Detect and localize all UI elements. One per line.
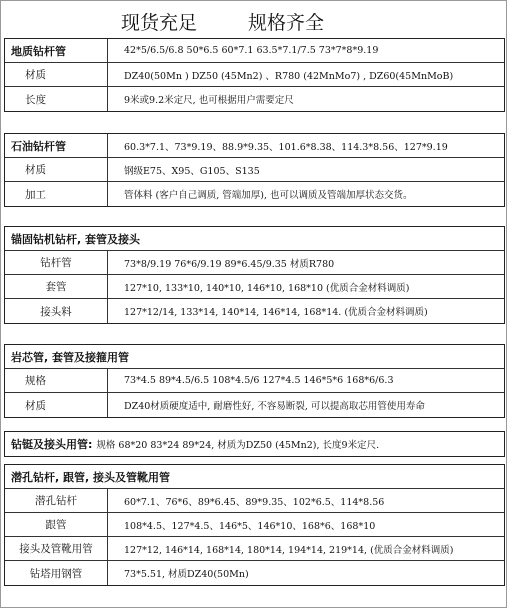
table-row bbox=[5, 275, 504, 299]
row-label: 跟管 bbox=[5, 513, 108, 536]
row-value: DZ40材质硬度适中, 耐磨性好, 不容易断裂, 可以提高取芯用管使用寿命 bbox=[124, 401, 425, 412]
row-label: 潜孔钻杆 bbox=[5, 489, 108, 512]
row-label: 石油钻杆管 bbox=[5, 134, 108, 157]
row-value: 60.3*7.1、73*9.19、88.9*9.35、101.6*8.38、114.3*8.56、127*9.19 bbox=[124, 141, 448, 153]
row-label: 钻杆管 bbox=[5, 251, 108, 274]
row-value: 钢级E75、X95、G105、S135 bbox=[124, 165, 260, 177]
row-value: 73*8/9.19 76*6/9.19 89*6.45/9.35 材质R780 bbox=[124, 258, 335, 270]
row-value: DZ40(50Mn ) DZ50 (45Mn2) 、R780 (42MnMo7) , DZ60(45MnMoB) bbox=[124, 70, 454, 82]
table-row bbox=[5, 39, 504, 63]
drill-collar-row bbox=[5, 432, 504, 456]
oil-drill-pipe-section bbox=[4, 133, 505, 207]
table-row bbox=[5, 251, 504, 275]
table-row bbox=[5, 134, 504, 158]
anchor-drill-section bbox=[4, 226, 505, 324]
row-value: 60*7.1、76*6、89*6.45、89*9.35、102*6.5、114*8.56 bbox=[124, 496, 385, 508]
row-label: 地质钻杆管 bbox=[5, 39, 108, 62]
headline-full-specs: 规格齐全 bbox=[248, 12, 325, 34]
row-value: 73*4.5 89*4.5/6.5 108*4.5/6 127*4.5 146*5*6 168*6/6.3 bbox=[124, 375, 394, 386]
row-value: 127*12, 146*14, 168*14, 180*14, 194*14, 219*14, (优质合金材料调质) bbox=[124, 544, 454, 556]
row-label: 材质 bbox=[5, 158, 108, 181]
row-label: 规格 bbox=[5, 369, 108, 392]
table-row bbox=[5, 369, 504, 393]
table-row bbox=[5, 299, 504, 323]
table-row bbox=[5, 537, 504, 561]
row-value: 108*4.5、127*4.5、146*5、146*10、168*6、168*10 bbox=[124, 520, 376, 532]
row-label: 钻塔用钢管 bbox=[5, 561, 108, 585]
table-row bbox=[5, 489, 504, 513]
table-row bbox=[5, 63, 504, 87]
row-label: 加工 bbox=[5, 182, 108, 206]
table-row bbox=[5, 87, 504, 111]
drill-collar-section bbox=[4, 431, 505, 457]
dth-drill-section bbox=[4, 464, 505, 586]
section-heading: 锚固钻机钻杆, 套管及接头 bbox=[5, 227, 504, 251]
drill-collar-title: 钻铤及接头用管: bbox=[11, 438, 93, 451]
table-row bbox=[5, 513, 504, 537]
table-row bbox=[5, 561, 504, 585]
row-label: 材质 bbox=[5, 393, 108, 417]
row-value: 9米或9.2米定尺, 也可根据用户需要定尺 bbox=[124, 95, 294, 106]
core-pipe-section bbox=[4, 344, 505, 418]
row-label: 长度 bbox=[5, 87, 108, 111]
table-row bbox=[5, 158, 504, 182]
section-heading: 岩芯管, 套管及接箍用管 bbox=[5, 345, 504, 369]
row-value: 管体料 (客户自己调质, 管端加厚), 也可以调质及管端加厚状态交货。 bbox=[124, 190, 413, 201]
headline-in-stock: 现货充足 bbox=[121, 12, 198, 34]
drill-collar-value: 规格 68*20 83*24 89*24, 材质为DZ50 (45Mn2), 长度9米定尺. bbox=[96, 440, 380, 451]
row-label: 材质 bbox=[5, 63, 108, 86]
table-row bbox=[5, 393, 504, 417]
row-value: 127*12/14, 133*14, 140*14, 146*14, 168*14. (优质合金材料调质) bbox=[124, 307, 428, 318]
row-value: 73*5.51, 材质DZ40(50Mn) bbox=[124, 569, 249, 580]
row-label: 接头及管靴用管 bbox=[5, 537, 108, 560]
section-heading: 潜孔钻杆, 跟管, 接头及管靴用管 bbox=[5, 465, 504, 489]
geological-drill-pipe-section bbox=[4, 38, 505, 112]
row-value: 42*5/6.5/6.8 50*6.5 60*7.1 63.5*7.1/7.5 73*7*8*9.19 bbox=[124, 45, 379, 56]
table-row bbox=[5, 182, 504, 206]
row-value: 127*10, 133*10, 140*10, 146*10, 168*10 (优质合金材料调质) bbox=[124, 282, 410, 294]
headline bbox=[1, 1, 508, 37]
row-label: 套管 bbox=[5, 275, 108, 298]
row-label: 接头料 bbox=[5, 299, 108, 323]
